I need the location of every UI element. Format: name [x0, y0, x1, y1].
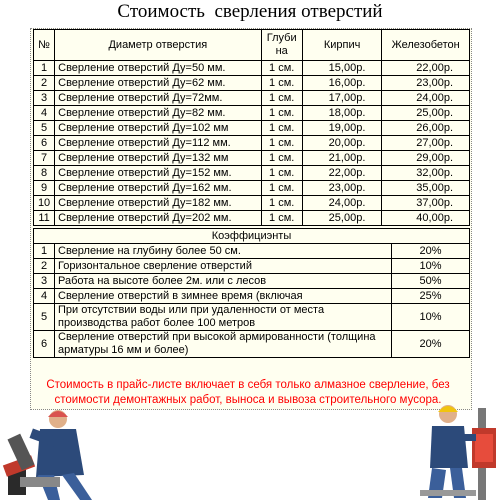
coefficient-value: 20%: [392, 331, 470, 358]
coefficient-number: 2: [34, 259, 55, 274]
row-depth: 1 см.: [261, 61, 302, 76]
row-concrete-price: 23,00р.: [382, 76, 470, 91]
row-brick-price: 19,00р.: [302, 121, 382, 136]
header-brick: Кирпич: [302, 30, 382, 61]
price-row: [34, 76, 470, 91]
row-number: 1: [34, 61, 55, 76]
coefficient-description: Работа на высоте более 2м. или с лесов: [55, 274, 392, 289]
coefficient-value: 25%: [392, 289, 470, 304]
price-row: [34, 61, 470, 76]
row-description: Сверление отверстий Ду=82 мм.: [55, 106, 261, 121]
row-description: Сверление отверстий Ду=202 мм.: [55, 211, 261, 226]
price-row: [34, 91, 470, 106]
coefficient-row: [34, 331, 470, 358]
row-brick-price: 18,00р.: [302, 106, 382, 121]
coefficient-row: [34, 244, 470, 259]
header-diameter: Диаметр отверстия: [55, 30, 261, 61]
coefficient-value: 10%: [392, 304, 470, 331]
coefficients-table: [33, 228, 470, 358]
row-depth: 1 см.: [261, 91, 302, 106]
row-number: 2: [34, 76, 55, 91]
row-depth: 1 см.: [261, 106, 302, 121]
row-description: Сверление отверстий Ду=152 мм.: [55, 166, 261, 181]
row-concrete-price: 35,00р.: [382, 181, 470, 196]
coefficient-description: Горизонтальное сверление отверстий: [55, 259, 392, 274]
coefficient-number: 4: [34, 289, 55, 304]
row-brick-price: 21,00р.: [302, 151, 382, 166]
row-number: 11: [34, 211, 55, 226]
row-brick-price: 20,00р.: [302, 136, 382, 151]
price-table-header: [34, 30, 470, 61]
row-brick-price: 22,00р.: [302, 166, 382, 181]
coefficient-row: [34, 274, 470, 289]
price-row: [34, 181, 470, 196]
row-concrete-price: 40,00р.: [382, 211, 470, 226]
price-row: [34, 106, 470, 121]
row-depth: 1 см.: [261, 211, 302, 226]
row-depth: 1 см.: [261, 181, 302, 196]
row-depth: 1 см.: [261, 121, 302, 136]
coefficient-number: 3: [34, 274, 55, 289]
row-concrete-price: 29,00р.: [382, 151, 470, 166]
price-row: [34, 136, 470, 151]
row-description: Сверление отверстий Ду=72мм.: [55, 91, 261, 106]
row-depth: 1 см.: [261, 196, 302, 211]
page-title: Стоимость сверления отверстий: [117, 1, 383, 22]
row-description: Сверление отверстий Ду=162 мм.: [55, 181, 261, 196]
row-number: 4: [34, 106, 55, 121]
coefficient-description: Сверление отверстий при высокой армированности (толщина арматуры 16 мм и более): [55, 331, 392, 358]
price-row: [34, 121, 470, 136]
row-number: 10: [34, 196, 55, 211]
coefficients-heading: Коэффициэнты: [34, 229, 470, 244]
row-brick-price: 16,00р.: [302, 76, 382, 91]
row-depth: 1 см.: [261, 136, 302, 151]
row-description: Сверление отверстий Ду=102 мм: [55, 121, 261, 136]
row-description: Сверление отверстий Ду=132 мм: [55, 151, 261, 166]
price-row: [34, 196, 470, 211]
coefficient-row: [34, 289, 470, 304]
coefficient-value: 20%: [392, 244, 470, 259]
row-brick-price: 24,00р.: [302, 196, 382, 211]
row-brick-price: 17,00р.: [302, 91, 382, 106]
price-table: [33, 29, 470, 226]
row-concrete-price: 32,00р.: [382, 166, 470, 181]
row-concrete-price: 25,00р.: [382, 106, 470, 121]
price-row: [34, 211, 470, 226]
row-number: 6: [34, 136, 55, 151]
coefficient-description: Сверление отверстий в зимнее время (включая: [55, 289, 392, 304]
row-brick-price: 15,00р.: [302, 61, 382, 76]
coefficients-heading-row: [34, 229, 470, 244]
row-depth: 1 см.: [261, 166, 302, 181]
price-row: [34, 151, 470, 166]
coefficient-description: При отсутствии воды или при удаленности от места производства работ более 100 метров: [55, 304, 392, 331]
row-depth: 1 см.: [261, 76, 302, 91]
row-number: 8: [34, 166, 55, 181]
header-number: №: [34, 30, 55, 61]
row-concrete-price: 27,00р.: [382, 136, 470, 151]
coefficient-value: 50%: [392, 274, 470, 289]
coefficient-number: 1: [34, 244, 55, 259]
row-description: Сверление отверстий Ду=182 мм.: [55, 196, 261, 211]
row-concrete-price: 22,00р.: [382, 61, 470, 76]
price-row: [34, 166, 470, 181]
worker-right-illustration: [420, 398, 500, 500]
price-note: Стоимость в прайс-листе включает в себя только алмазное сверление, без стоимости демонтажных работ, выноса и вывоза строительного мусора.: [46, 379, 450, 406]
coefficient-row: [34, 259, 470, 274]
header-depth: Глубина: [261, 30, 302, 61]
coefficient-row: [34, 304, 470, 331]
row-number: 9: [34, 181, 55, 196]
coefficient-value: 10%: [392, 259, 470, 274]
row-depth: 1 см.: [261, 151, 302, 166]
row-concrete-price: 26,00р.: [382, 121, 470, 136]
row-concrete-price: 24,00р.: [382, 91, 470, 106]
row-number: 7: [34, 151, 55, 166]
coefficient-number: 6: [34, 331, 55, 358]
row-brick-price: 25,00р.: [302, 211, 382, 226]
coefficient-description: Сверление на глубину более 50 см.: [55, 244, 392, 259]
row-description: Сверление отверстий Ду=50 мм.: [55, 61, 261, 76]
row-number: 3: [34, 91, 55, 106]
row-description: Сверление отверстий Ду=112 мм.: [55, 136, 261, 151]
worker-left-illustration: [0, 405, 115, 500]
row-description: Сверление отверстий Ду=62 мм.: [55, 76, 261, 91]
row-number: 5: [34, 121, 55, 136]
header-concrete: Железобетон: [382, 30, 470, 61]
coefficient-number: 5: [34, 304, 55, 331]
row-concrete-price: 37,00р.: [382, 196, 470, 211]
row-brick-price: 23,00р.: [302, 181, 382, 196]
